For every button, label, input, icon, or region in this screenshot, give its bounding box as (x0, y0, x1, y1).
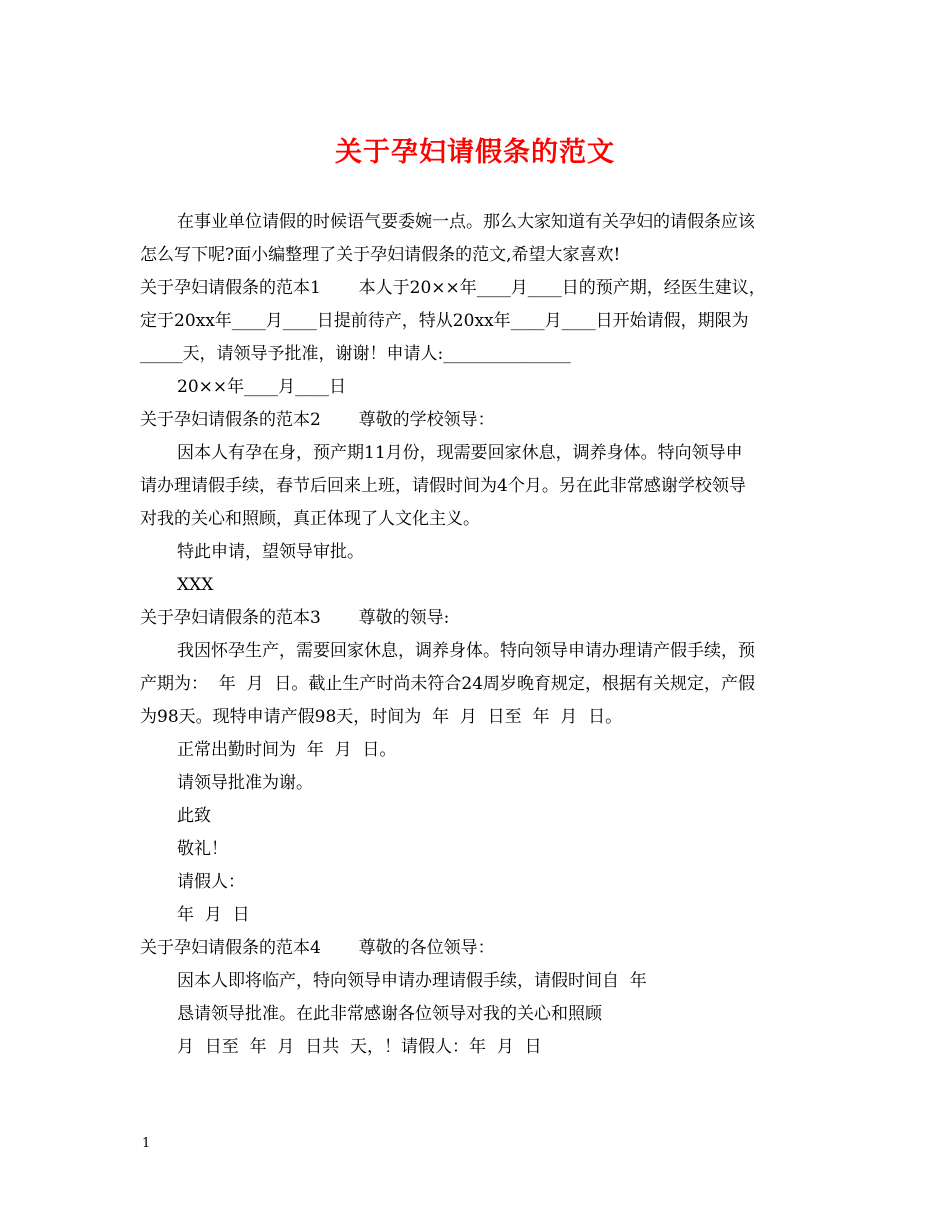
text-line: 20××年____月____日 (177, 377, 347, 397)
text-line: 正常出勤时间为 年 月 日。 (177, 740, 397, 760)
text-line: 恳请领导批准。在此非常感谢各位领导对我的关心和照顾 (177, 1004, 602, 1024)
text-line: 关于孕妇请假条的范本2 尊敬的学校领导： (140, 410, 495, 430)
text-line: 产期为： 年 月 日。截止生产时尚未符合24周岁晚育规定，根据有关规定，产假 (140, 674, 756, 694)
text-line: 关于孕妇请假条的范本1 本人于20××年____月____日的预产期，经医生建议， (140, 278, 766, 298)
text-line: 为98天。现特申请产假98天，时间为 年 月 日至 年 月 日。 (140, 707, 623, 727)
text-line: 月 日至 年 月 日共 天，！请假人：年 月 日 (177, 1037, 542, 1057)
text-line: 年 月 日 (177, 905, 250, 925)
text-line: 请办理请假手续，春节后回来上班，请假时间为4个月。另在此非常感谢学校领导 (140, 476, 746, 496)
text-line: XXX (177, 575, 214, 595)
text-line: 关于孕妇请假条的范本3 尊敬的领导: (140, 608, 450, 628)
text-line: 定于20xx年____月____日提前待产，特从20xx年____月____日开始请假，期限为 (140, 311, 749, 331)
text-line: 怎么写下呢?面小编整理了关于孕妇请假条的范文,希望大家喜欢! (140, 245, 621, 265)
text-line: 对我的关心和照顾，真正体现了人文化主义。 (140, 509, 480, 529)
text-line: 因本人即将临产，特向领导申请办理请假手续，请假时间自 年 (177, 971, 647, 991)
document-body (140, 206, 820, 1064)
text-line: 请假人： (177, 872, 245, 892)
text-line: 我因怀孕生产，需要回家休息，调养身体。特向领导申请办理请产假手续，预 (177, 641, 755, 661)
text-line: 敬礼！ (177, 839, 228, 859)
text-line: 特此申请，望领导审批。 (177, 542, 364, 562)
text-line: 请领导批准为谢。 (177, 773, 313, 793)
text-line: 关于孕妇请假条的范本4 尊敬的各位领导： (140, 938, 495, 958)
document-title: 关于孕妇请假条的范文 (335, 137, 615, 168)
text-line: _____天，请领导予批准，谢谢！申请人:_______________ (140, 344, 571, 364)
page-number: 1 (142, 1136, 151, 1151)
text-line: 此致 (177, 806, 211, 826)
text-line: 因本人有孕在身，预产期11月份，现需要回家休息，调养身体。特向领导申 (177, 443, 743, 463)
text-line: 在事业单位请假的时候语气要委婉一点。那么大家知道有关孕妇的请假条应该 (177, 212, 755, 232)
